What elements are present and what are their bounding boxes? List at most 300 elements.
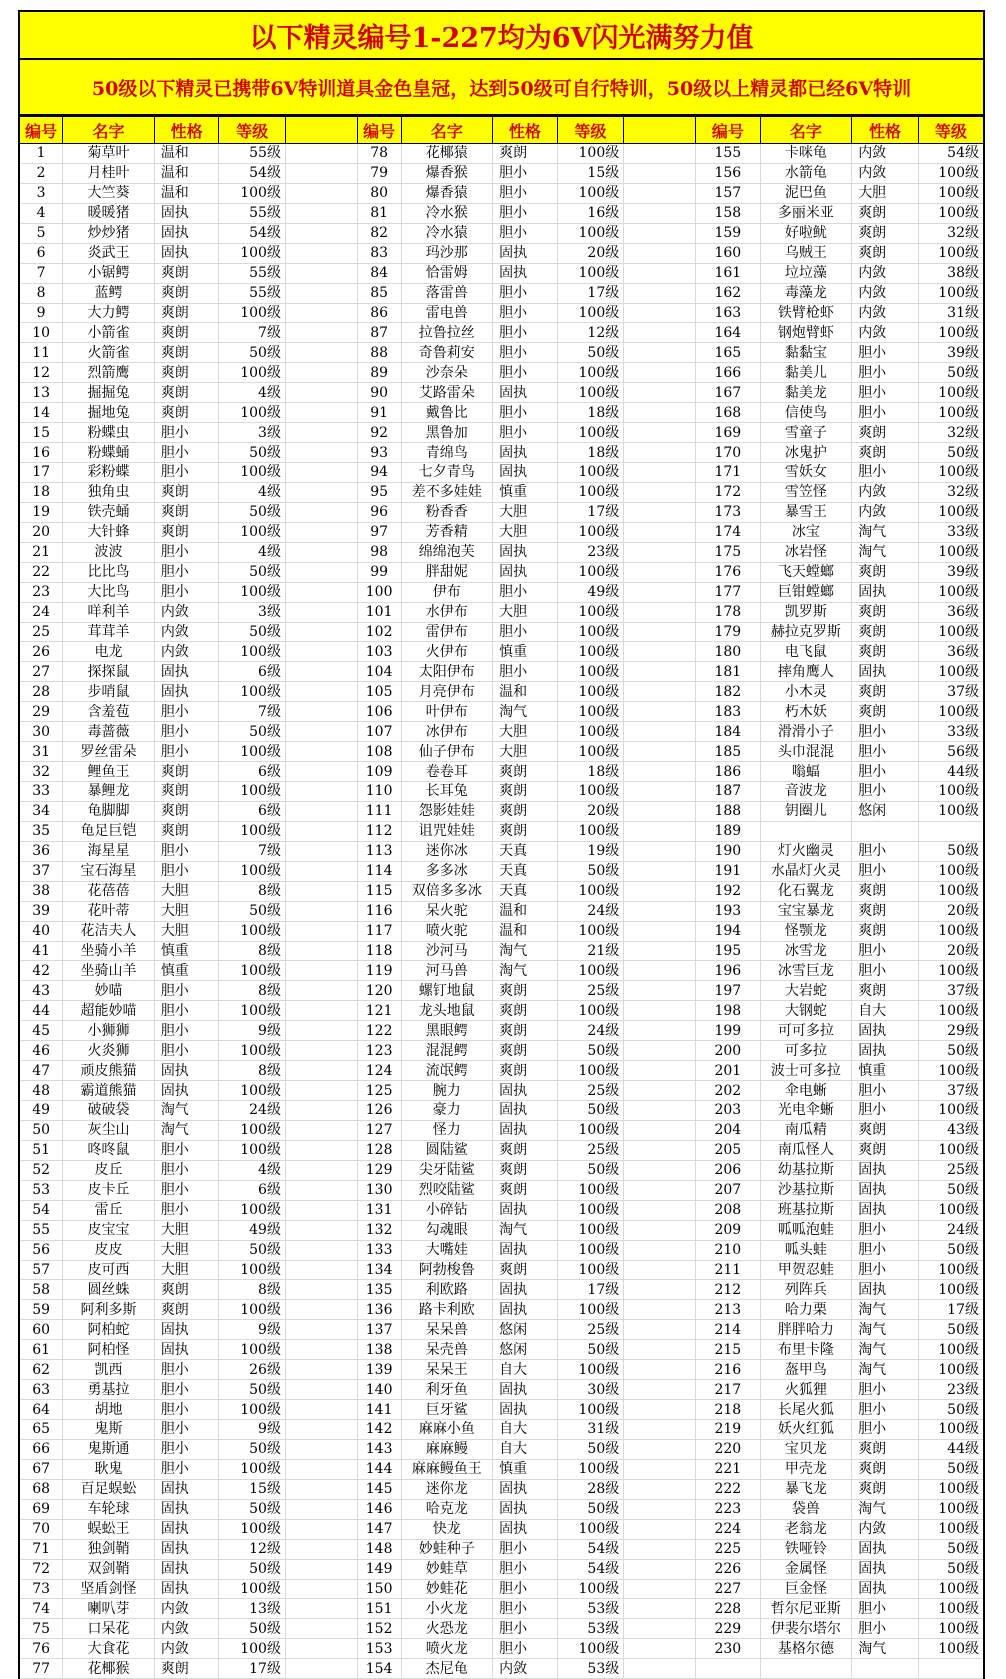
- pokemon-id: 155: [696, 144, 761, 164]
- pokemon-level: 100级: [219, 1081, 286, 1101]
- pokemon-id: 224: [696, 1519, 761, 1539]
- pokemon-nature: 固执: [852, 1021, 919, 1041]
- pokemon-level: 100级: [219, 1041, 286, 1061]
- spacer-cell: [285, 1240, 357, 1260]
- table-row: [19, 1360, 984, 1380]
- spacer-cell: [285, 443, 357, 463]
- pokemon-name: 宝宝暴龙: [760, 901, 852, 921]
- pokemon-name: 蜈蚣王: [63, 1519, 155, 1539]
- table-row: [19, 323, 984, 343]
- pokemon-level: 4级: [219, 542, 286, 562]
- pokemon-id: 208: [696, 1200, 761, 1220]
- pokemon-id: 152: [357, 1619, 401, 1639]
- pokemon-id: 69: [19, 1499, 63, 1519]
- pokemon-level: 15级: [557, 163, 624, 183]
- pokemon-id: 22: [19, 562, 63, 582]
- pokemon-nature: 自大: [852, 1001, 919, 1021]
- pokemon-level: 25级: [557, 1081, 624, 1101]
- pokemon-id: 126: [357, 1101, 401, 1121]
- pokemon-level: 100级: [918, 502, 984, 522]
- pokemon-id: 32: [19, 762, 63, 782]
- pokemon-level: 50级: [557, 1439, 624, 1459]
- pokemon-name: 皮宝宝: [63, 1220, 155, 1240]
- pokemon-name: 花椰猴: [63, 1659, 155, 1679]
- table-row: [19, 1101, 984, 1121]
- spacer-cell: [285, 263, 357, 283]
- pokemon-name: 摔角鹰人: [760, 662, 852, 682]
- pokemon-name: 冷水猿: [401, 223, 493, 243]
- pokemon-nature: 胆小: [852, 1599, 919, 1619]
- pokemon-name: 皮丘: [63, 1160, 155, 1180]
- pokemon-level: 25级: [557, 1320, 624, 1340]
- pokemon-id: 19: [19, 502, 63, 522]
- pokemon-name: 黑鲁加: [401, 423, 493, 443]
- table-row: [19, 223, 984, 243]
- pokemon-nature: 固执: [852, 1579, 919, 1599]
- spacer-cell: [285, 323, 357, 343]
- table-row: [19, 243, 984, 263]
- pokemon-nature: 内敛: [852, 482, 919, 502]
- spacer-cell: [624, 1061, 696, 1081]
- pokemon-name: 阿勃梭鲁: [401, 1260, 493, 1280]
- pokemon-nature: 内敛: [154, 1599, 219, 1619]
- pokemon-nature: 爽朗: [493, 762, 558, 782]
- pokemon-nature: 爽朗: [154, 303, 219, 323]
- pokemon-level: 100级: [918, 921, 984, 941]
- pokemon-nature: 温和: [154, 144, 219, 164]
- spacer-cell: [285, 1280, 357, 1300]
- pokemon-name: 怪力: [401, 1120, 493, 1140]
- pokemon-name: 七夕青鸟: [401, 463, 493, 483]
- pokemon-id: 97: [357, 522, 401, 542]
- pokemon-level: 100级: [557, 1360, 624, 1380]
- pokemon-level: 100级: [918, 1619, 984, 1639]
- pokemon-name: 黏美龙: [760, 383, 852, 403]
- pokemon-name: 呆火驼: [401, 901, 493, 921]
- pokemon-nature: 内敛: [852, 263, 919, 283]
- pokemon-id: 29: [19, 702, 63, 722]
- pokemon-level: 100级: [557, 702, 624, 722]
- pokemon-name: 诅咒娃娃: [401, 821, 493, 841]
- sheet-title: 以下精灵编号1-227均为6V闪光满努力值: [18, 10, 985, 60]
- header-level: 等级: [219, 117, 286, 144]
- pokemon-nature: 内敛: [852, 144, 919, 164]
- pokemon-level: 100级: [219, 522, 286, 542]
- spacer-cell: [285, 1041, 357, 1061]
- pokemon-name: 雷丘: [63, 1200, 155, 1220]
- spacer-cell: [285, 642, 357, 662]
- pokemon-nature: 胆小: [493, 662, 558, 682]
- pokemon-level: 100级: [219, 1639, 286, 1659]
- pokemon-nature: 自大: [493, 1360, 558, 1380]
- pokemon-id: 134: [357, 1260, 401, 1280]
- pokemon-name: 呱头蛙: [760, 1240, 852, 1260]
- spacer-cell: [624, 981, 696, 1001]
- pokemon-nature: 爽朗: [154, 522, 219, 542]
- pokemon-level: 100级: [219, 463, 286, 483]
- table-row: [19, 622, 984, 642]
- pokemon-level: 4级: [219, 383, 286, 403]
- pokemon-level: 30级: [557, 1380, 624, 1400]
- pokemon-id: 110: [357, 782, 401, 802]
- pokemon-id: 104: [357, 662, 401, 682]
- pokemon-id: 119: [357, 961, 401, 981]
- spacer-cell: [285, 363, 357, 383]
- pokemon-name: 巨牙鲨: [401, 1400, 493, 1420]
- spacer-cell: [285, 921, 357, 941]
- table-row: [19, 303, 984, 323]
- pokemon-nature: 爽朗: [852, 622, 919, 642]
- pokemon-name: 茸茸羊: [63, 622, 155, 642]
- pokemon-nature: 胆小: [852, 463, 919, 483]
- pokemon-level: 100级: [557, 1180, 624, 1200]
- pokemon-id: 35: [19, 821, 63, 841]
- pokemon-id: 24: [19, 602, 63, 622]
- pokemon-name: 铁臂枪虾: [760, 303, 852, 323]
- pokemon-id: 36: [19, 841, 63, 861]
- spacer-cell: [285, 1320, 357, 1340]
- pokemon-level: 50级: [219, 1380, 286, 1400]
- pokemon-id: 17: [19, 463, 63, 483]
- pokemon-id: 211: [696, 1260, 761, 1280]
- pokemon-level: 38级: [918, 263, 984, 283]
- pokemon-id: 168: [696, 403, 761, 423]
- pokemon-name: 大食花: [63, 1639, 155, 1659]
- pokemon-name: 粉香香: [401, 502, 493, 522]
- spacer-cell: [624, 682, 696, 702]
- pokemon-name: 光电伞蜥: [760, 1101, 852, 1121]
- header-level: 等级: [918, 117, 984, 144]
- spacer-cell: [285, 482, 357, 502]
- pokemon-id: 160: [696, 243, 761, 263]
- pokemon-level: 28级: [557, 1479, 624, 1499]
- pokemon-id: 189: [696, 821, 761, 841]
- spacer-cell: [285, 1300, 357, 1320]
- pokemon-nature: 固执: [852, 1160, 919, 1180]
- pokemon-name: 掘地兔: [63, 403, 155, 423]
- spacer-cell: [624, 343, 696, 363]
- pokemon-id: 94: [357, 463, 401, 483]
- spacer-cell: [285, 183, 357, 203]
- pokemon-id: 173: [696, 502, 761, 522]
- table-row: [19, 762, 984, 782]
- spacer-cell: [624, 1539, 696, 1559]
- pokemon-level: 4级: [219, 482, 286, 502]
- pokemon-nature: 爽朗: [154, 1659, 219, 1679]
- pokemon-id: 71: [19, 1539, 63, 1559]
- pokemon-level: 50级: [219, 1559, 286, 1579]
- pokemon-id: 212: [696, 1280, 761, 1300]
- pokemon-level: 50级: [918, 1539, 984, 1559]
- pokemon-level: 100级: [918, 1499, 984, 1519]
- spacer-cell: [624, 203, 696, 223]
- spacer-cell: [285, 602, 357, 622]
- pokemon-level: 20级: [557, 801, 624, 821]
- table-row: [19, 403, 984, 423]
- pokemon-nature: 胆小: [852, 1400, 919, 1420]
- pokemon-id: 140: [357, 1380, 401, 1400]
- table-row: [19, 283, 984, 303]
- pokemon-nature: 爽朗: [493, 1260, 558, 1280]
- pokemon-nature: 天真: [493, 861, 558, 881]
- pokemon-name: 差不多娃娃: [401, 482, 493, 502]
- pokemon-id: 188: [696, 801, 761, 821]
- pokemon-nature: 胆小: [154, 562, 219, 582]
- pokemon-level: 100级: [557, 662, 624, 682]
- pokemon-id: 111: [357, 801, 401, 821]
- pokemon-name: 太阳伊布: [401, 662, 493, 682]
- pokemon-nature: 温和: [493, 901, 558, 921]
- pokemon-nature: 固执: [154, 1479, 219, 1499]
- pokemon-id: 77: [19, 1659, 63, 1679]
- pokemon-nature: 固执: [493, 1081, 558, 1101]
- pokemon-level: 36级: [918, 642, 984, 662]
- pokemon-id: 57: [19, 1260, 63, 1280]
- table-row: [19, 841, 984, 861]
- pokemon-level: 7级: [219, 323, 286, 343]
- pokemon-name: 暖暖猪: [63, 203, 155, 223]
- pokemon-nature: 固执: [493, 562, 558, 582]
- pokemon-nature: 爽朗: [852, 1120, 919, 1140]
- spacer-cell: [624, 263, 696, 283]
- spacer-cell: [624, 323, 696, 343]
- pokemon-level: 50级: [219, 443, 286, 463]
- pokemon-name: 大比鸟: [63, 582, 155, 602]
- pokemon-name: 雷电兽: [401, 303, 493, 323]
- pokemon-level: 43级: [918, 1120, 984, 1140]
- pokemon-name: 烈箭鹰: [63, 363, 155, 383]
- pokemon-id: 181: [696, 662, 761, 682]
- pokemon-level: 100级: [219, 363, 286, 383]
- pokemon-name: 甲壳龙: [760, 1459, 852, 1479]
- pokemon-level: 50级: [219, 1619, 286, 1639]
- pokemon-name: 落雷兽: [401, 283, 493, 303]
- pokemon-level: 44级: [918, 1439, 984, 1459]
- pokemon-level: 100级: [557, 383, 624, 403]
- pokemon-name: 咩利羊: [63, 602, 155, 622]
- pokemon-nature: 胆小: [852, 841, 919, 861]
- pokemon-id: 175: [696, 542, 761, 562]
- pokemon-nature: 固执: [154, 203, 219, 223]
- pokemon-nature: 固执: [493, 1479, 558, 1499]
- pokemon-id: 220: [696, 1439, 761, 1459]
- pokemon-level: 3级: [219, 602, 286, 622]
- pokemon-level: [918, 821, 984, 841]
- pokemon-id: 135: [357, 1280, 401, 1300]
- table-row: [19, 522, 984, 542]
- pokemon-nature: 固执: [852, 1539, 919, 1559]
- table-row: [19, 1081, 984, 1101]
- pokemon-level: 9级: [219, 1420, 286, 1440]
- pokemon-name: 仙子伊布: [401, 742, 493, 762]
- spacer-cell: [285, 1340, 357, 1360]
- pokemon-nature: 淘气: [493, 702, 558, 722]
- pokemon-id: 55: [19, 1220, 63, 1240]
- spacer-cell: [624, 1360, 696, 1380]
- pokemon-id: 178: [696, 602, 761, 622]
- pokemon-level: 24级: [557, 901, 624, 921]
- spacer-cell: [285, 502, 357, 522]
- pokemon-nature: 悠闲: [493, 1320, 558, 1340]
- spacer-cell: [285, 1120, 357, 1140]
- pokemon-level: 100级: [557, 1240, 624, 1260]
- pokemon-nature: 固执: [154, 223, 219, 243]
- sheet-subtitle: 50级以下精灵已携带6V特训道具金色皇冠，达到50级可自行特训，50级以上精灵都已经6V特训: [18, 60, 985, 116]
- pokemon-nature: 爽朗: [852, 223, 919, 243]
- pokemon-level: 100级: [557, 821, 624, 841]
- pokemon-nature: 爽朗: [154, 383, 219, 403]
- pokemon-id: 3: [19, 183, 63, 203]
- pokemon-nature: 固执: [154, 243, 219, 263]
- pokemon-name: 甲贺忍蛙: [760, 1260, 852, 1280]
- pokemon-name: 嗡蝠: [760, 762, 852, 782]
- pokemon-id: 33: [19, 782, 63, 802]
- spacer-cell: [624, 1041, 696, 1061]
- pokemon-id: 164: [696, 323, 761, 343]
- pokemon-nature: 爽朗: [154, 363, 219, 383]
- pokemon-id: 180: [696, 642, 761, 662]
- spacer-cell: [624, 742, 696, 762]
- pokemon-id: 199: [696, 1021, 761, 1041]
- pokemon-id: 176: [696, 562, 761, 582]
- table-header: [19, 117, 984, 144]
- table-row: [19, 1479, 984, 1499]
- pokemon-id: 202: [696, 1081, 761, 1101]
- pokemon-id: 227: [696, 1579, 761, 1599]
- pokemon-id: 48: [19, 1081, 63, 1101]
- spacer-cell: [624, 1180, 696, 1200]
- pokemon-id: 223: [696, 1499, 761, 1519]
- header-name: 名字: [760, 117, 852, 144]
- pokemon-name: 南瓜怪人: [760, 1140, 852, 1160]
- pokemon-level: 100级: [557, 1001, 624, 1021]
- table-row: [19, 801, 984, 821]
- pokemon-nature: 胆小: [852, 1619, 919, 1639]
- pokemon-name: 坐骑小羊: [63, 941, 155, 961]
- pokemon-nature: 大胆: [154, 881, 219, 901]
- pokemon-name: 铁哑铃: [760, 1539, 852, 1559]
- pokemon-nature: 爽朗: [154, 283, 219, 303]
- pokemon-name: 可多拉: [760, 1041, 852, 1061]
- pokemon-nature: 胆小: [154, 1041, 219, 1061]
- pokemon-nature: 固执: [493, 1200, 558, 1220]
- pokemon-level: 29级: [918, 1021, 984, 1041]
- pokemon-name: 龟脚脚: [63, 801, 155, 821]
- pokemon-nature: 淘气: [154, 1101, 219, 1121]
- pokemon-name: 小木灵: [760, 682, 852, 702]
- pokemon-level: 17级: [557, 502, 624, 522]
- pokemon-name: 鬼斯: [63, 1420, 155, 1440]
- spacer-cell: [285, 901, 357, 921]
- pokemon-nature: 固执: [493, 1280, 558, 1300]
- pokemon-nature: 固执: [154, 1579, 219, 1599]
- pokemon-id: 141: [357, 1400, 401, 1420]
- pokemon-nature: 固执: [493, 263, 558, 283]
- pokemon-nature: 固执: [493, 542, 558, 562]
- pokemon-nature: 胆小: [852, 1220, 919, 1240]
- table-row: [19, 1459, 984, 1479]
- spacer-cell: [285, 203, 357, 223]
- spacer-cell: [624, 1101, 696, 1121]
- pokemon-name: 罗丝雷朵: [63, 742, 155, 762]
- table-row: [19, 263, 984, 283]
- spacer-cell: [285, 961, 357, 981]
- pokemon-level: 44级: [918, 762, 984, 782]
- pokemon-level: 20级: [557, 243, 624, 263]
- spacer-cell: [624, 1619, 696, 1639]
- pokemon-nature: 胆小: [493, 403, 558, 423]
- pokemon-level: 100级: [219, 1001, 286, 1021]
- pokemon-name: 麻麻小鱼: [401, 1420, 493, 1440]
- table-row: [19, 562, 984, 582]
- pokemon-name: 螺钉地鼠: [401, 981, 493, 1001]
- spacer-cell: [624, 363, 696, 383]
- pokemon-level: 37级: [918, 682, 984, 702]
- pokemon-nature: 爽朗: [493, 1140, 558, 1160]
- pokemon-name: 阿柏蛇: [63, 1320, 155, 1340]
- pokemon-nature: 胆小: [493, 622, 558, 642]
- pokemon-id: 53: [19, 1180, 63, 1200]
- spacer-cell: [624, 522, 696, 542]
- pokemon-id: 20: [19, 522, 63, 542]
- spacer-cell: [624, 1380, 696, 1400]
- pokemon-nature: 爽朗: [154, 1280, 219, 1300]
- pokemon-name: 芳香精: [401, 522, 493, 542]
- pokemon-level: 100级: [219, 403, 286, 423]
- table-row: [19, 1420, 984, 1440]
- pokemon-level: 17级: [557, 1280, 624, 1300]
- spacer-cell: [624, 821, 696, 841]
- pokemon-level: 100级: [557, 522, 624, 542]
- spacer-cell: [624, 1021, 696, 1041]
- pokemon-name: 好啦鱿: [760, 223, 852, 243]
- spacer-cell: [624, 1499, 696, 1519]
- spacer-cell: [624, 1420, 696, 1440]
- pokemon-nature: 内敛: [154, 622, 219, 642]
- pokemon-level: 100级: [557, 622, 624, 642]
- spacer-cell: [285, 1420, 357, 1440]
- table-row: [19, 502, 984, 522]
- pokemon-nature: 胆小: [493, 223, 558, 243]
- table-row: [19, 1400, 984, 1420]
- pokemon-level: 26级: [219, 1360, 286, 1380]
- pokemon-name: 爆香猿: [401, 183, 493, 203]
- pokemon-id: 7: [19, 263, 63, 283]
- table-row: [19, 423, 984, 443]
- pokemon-level: 100级: [219, 1200, 286, 1220]
- pokemon-nature: 胆小: [852, 363, 919, 383]
- pokemon-name: 菊草叶: [63, 144, 155, 164]
- pokemon-name: 妙蛙花: [401, 1579, 493, 1599]
- spacer-cell: [624, 562, 696, 582]
- pokemon-id: 89: [357, 363, 401, 383]
- pokemon-id: 219: [696, 1420, 761, 1440]
- pokemon-name: 喷火龙: [401, 1639, 493, 1659]
- pokemon-nature: 淘气: [493, 961, 558, 981]
- pokemon-nature: 慎重: [493, 1459, 558, 1479]
- pokemon-nature: 胆小: [154, 443, 219, 463]
- pokemon-nature: 胆小: [493, 163, 558, 183]
- pokemon-id: 129: [357, 1160, 401, 1180]
- pokemon-name: 水晶灯火灵: [760, 861, 852, 881]
- spacer-cell: [285, 1639, 357, 1659]
- pokemon-level: 100级: [219, 582, 286, 602]
- pokemon-name: 尖牙陆鲨: [401, 1160, 493, 1180]
- pokemon-nature: 胆小: [852, 383, 919, 403]
- pokemon-nature: 爽朗: [493, 144, 558, 164]
- pokemon-id: 10: [19, 323, 63, 343]
- spacer-cell: [285, 1459, 357, 1479]
